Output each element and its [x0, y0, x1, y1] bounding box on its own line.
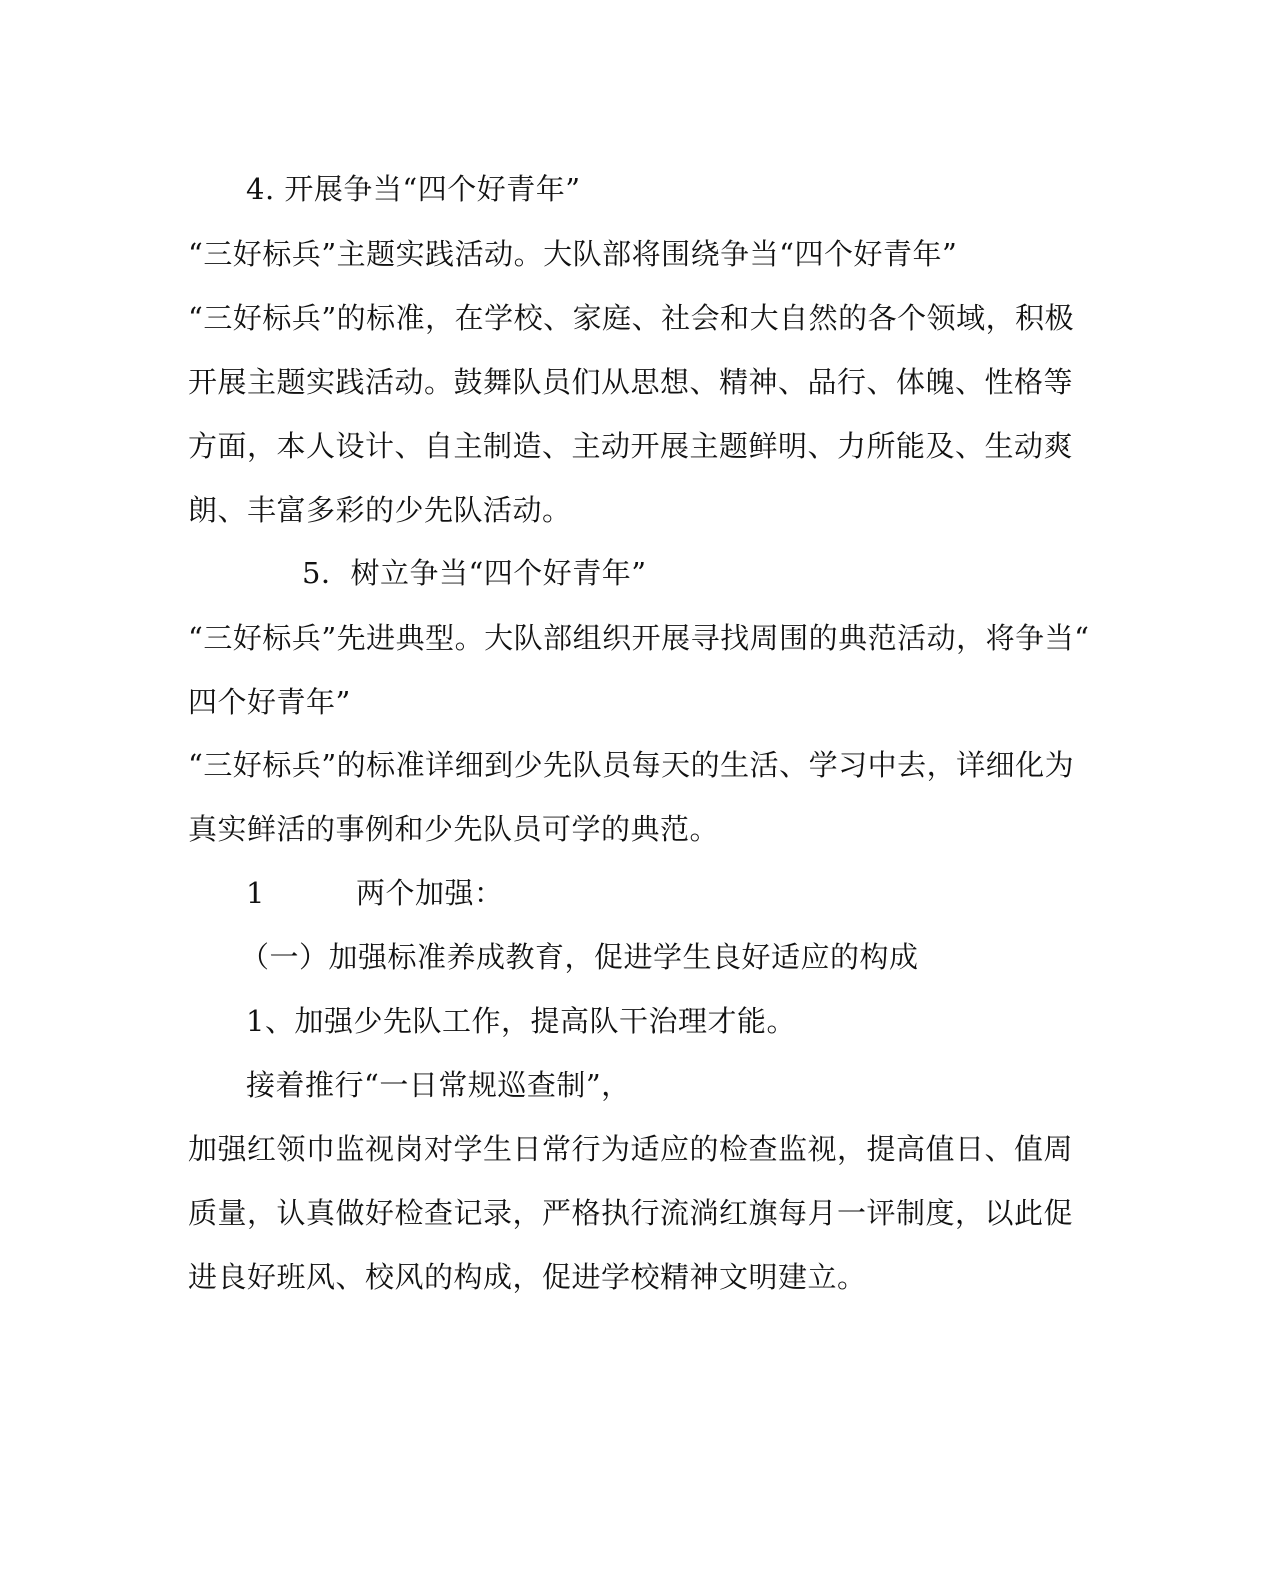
paragraph-line: 真实鲜活的事例和少先队员可学的典范。 [188, 812, 720, 846]
paragraph-line: “三好标兵”主题实践活动。大队部将围绕争当“四个好青年” [188, 237, 958, 271]
list-item-heading: 1、加强少先队工作，提高队干治理才能。 [246, 1004, 796, 1038]
paragraph-line: 开展主题实践活动。鼓舞队员们从思想、精神、品行、体魄、性格等 [188, 365, 1074, 399]
paragraph-line: 进良好班风、校风的构成，促进学校精神文明建立。 [188, 1260, 867, 1294]
paragraph-line: “三好标兵”的标准详细到少先队员每天的生活、学习中去，详细化为 [188, 748, 1075, 782]
heading-item-4: 4. 开展争当“四个好青年” [246, 172, 581, 206]
heading-item-5: 5．树立争当“四个好青年” [302, 556, 647, 590]
section-heading [246, 873, 504, 913]
section-title: 两个加强： [356, 876, 504, 910]
subsection-heading: （一）加强标准养成教育，促进学生良好适应的构成 [240, 940, 919, 974]
paragraph-line: 朗、丰富多彩的少先队活动。 [188, 493, 572, 527]
section-number: 1 [246, 876, 265, 910]
paragraph-line: 四个好青年” [188, 685, 351, 719]
paragraph-line: 加强红领巾监视岗对学生日常行为适应的检查监视，提高值日、值周 [188, 1132, 1074, 1166]
paragraph-line: 质量，认真做好检查记录，严格执行流淌红旗每月一评制度，以此促 [188, 1196, 1074, 1230]
paragraph-line: 方面，本人设计、自主制造、主动开展主题鲜明、力所能及、生动爽 [188, 429, 1074, 463]
paragraph-line: 接着推行“一日常规巡查制”， [246, 1068, 631, 1102]
paragraph-line: “三好标兵”先进典型。大队部组织开展寻找周围的典范活动，将争当“ [188, 621, 1090, 655]
paragraph-line: “三好标兵”的标准，在学校、家庭、社会和大自然的各个领域，积极 [188, 301, 1075, 335]
